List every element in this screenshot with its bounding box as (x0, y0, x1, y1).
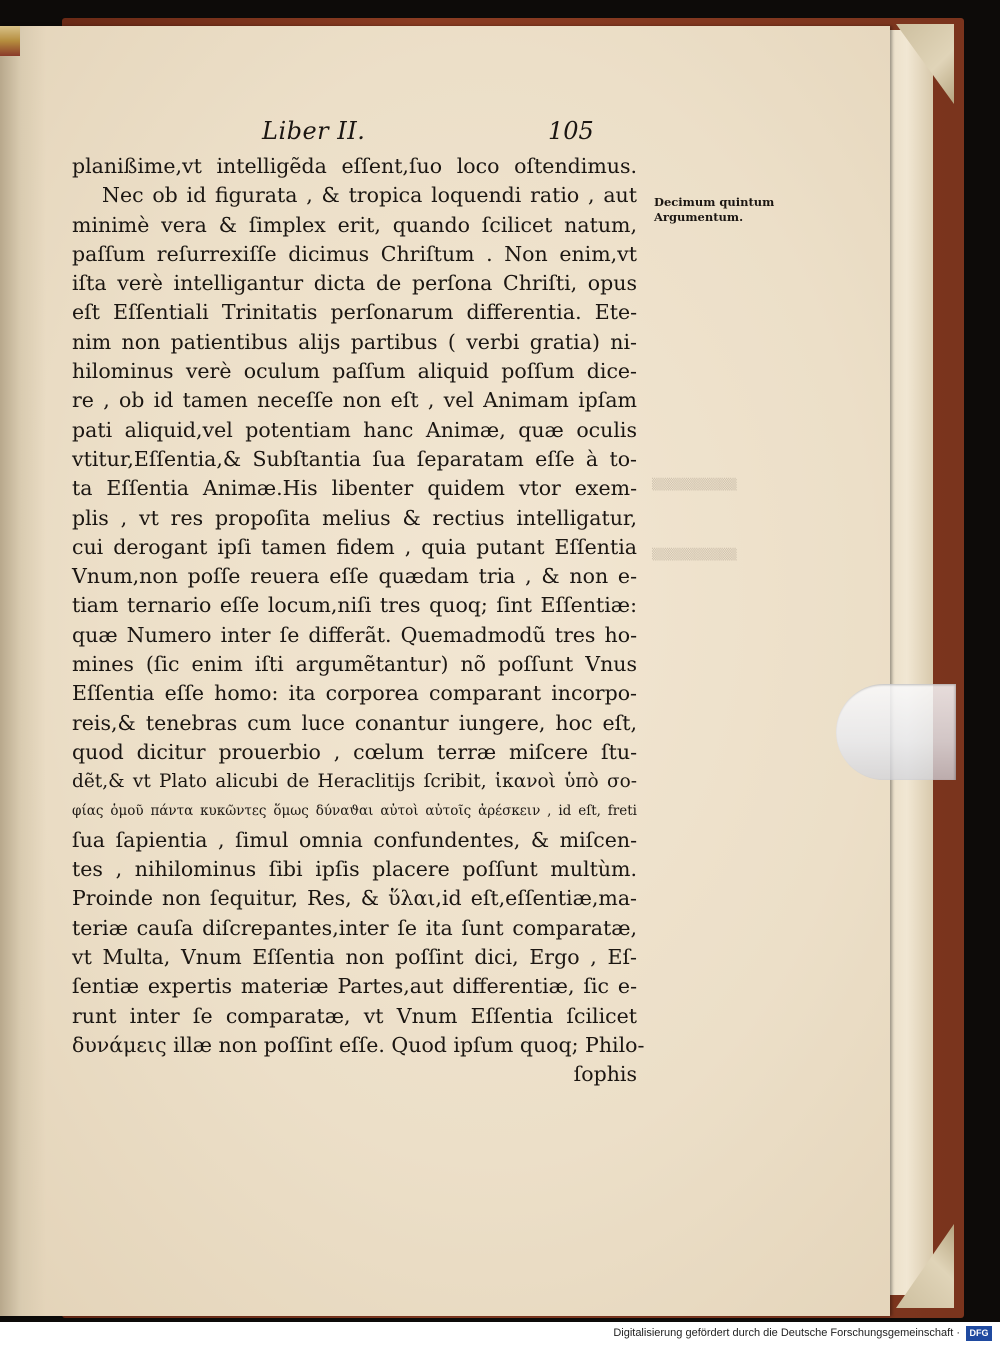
text-line: tes , nihilominus ſibi ipſis placere poſſunt multùm. (72, 857, 637, 882)
text-line: Nec ob id figurata , & tropica loquendi ratio , aut (102, 183, 637, 208)
text-line: Proinde non ſequitur, Res, & ὕλαι,id eſt,eſſentiæ,ma- (72, 886, 637, 911)
text-line: mines (ſic enim iſti argumẽtantur) nõ poſſunt Vnus (72, 652, 637, 677)
text-line: plis , vt res propoſita melius & rectius intelligatur, (72, 505, 637, 530)
text-line: hilominus verè oculum paſſum aliquid poſſum dice- (72, 359, 637, 384)
text-line: pati aliquid,vel potentiam hanc Animæ, quæ oculis (72, 417, 637, 442)
body-text (72, 152, 645, 1090)
text-line: re , ob id tamen neceſſe non eſt , vel Animam ipſam (72, 388, 637, 413)
text-line: vt Multa, Vnum Eſſentia non poſſint dici, Ergo , Eſ- (72, 945, 637, 970)
show-through-mark: ▒▒▒▒▒▒▒▒▒▒ (652, 478, 737, 491)
text-line: Eſſentia eſſe homo: ita corporea comparant incorpo- (72, 681, 637, 706)
page-gutter-shadow (0, 26, 46, 1316)
text-line: ta Eſſentia Animæ.His libenter quidem vtor exem- (72, 476, 637, 501)
running-head: Liber II. (262, 117, 366, 145)
text-line: minimè vera & ſimplex erit, quando ſcilicet natum, (72, 212, 637, 237)
text-line: nim non patientibus alijs partibus ( verbi gratia) ni- (72, 329, 637, 354)
text-line: iſta verè intelligantur dicta de perſona Chriſti, opus (72, 271, 637, 296)
text-line: teriæ cauſa diſcrepantes,inter ſe ita ſunt comparatæ, (72, 915, 637, 940)
show-through-mark: ▒▒▒▒▒▒▒▒▒▒ (652, 548, 737, 561)
headband (0, 26, 20, 56)
page-number: 105 (548, 117, 594, 145)
text-line: Vnum,non poſſe reuera eſſe quædam tria , & non e- (72, 564, 637, 589)
footer-bar (0, 1322, 1000, 1347)
text-line: reis,& tenebras cum luce conantur iungere, hoc eſt, (72, 710, 637, 735)
text-line: quæ Numero inter ſe differãt. Quemadmodũ tres ho- (72, 622, 637, 647)
clear-bookmark-tab (836, 684, 956, 780)
text-line: cui derogant ipſi tamen fidem , quia putant Eſſentia (72, 534, 637, 559)
text-line: φίας ὁμοῦ πάντα κυκῶντες ὅμως δύναϑαι αὐτοὶ αὐτοῖς ἀρέσκειν , id eſt, freti (72, 802, 637, 819)
text-line: quod dicitur prouerbio , cœlum terræ miſcere ſtu- (72, 739, 637, 764)
catchword: ſophis (573, 1062, 637, 1087)
funding-notice: Digitalisierung gefördert durch die Deutsche Forschungsgemeinschaft · (613, 1327, 960, 1339)
text-line: runt inter ſe comparatæ, vt Vnum Eſſentia ſcilicet (72, 1003, 637, 1028)
marginal-note-line: Decimum quintum (654, 195, 775, 209)
text-line: planißime,vt intelligẽda eſſent,ſuo loco oſtendimus. (72, 154, 637, 178)
text-line: dẽt,& vt Plato alicubi de Heraclitijs ſcribit, ἱκανοὶ ὑπὸ σο- (72, 771, 637, 793)
marginal-note (654, 195, 774, 225)
marginal-note-line: Argumentum. (654, 210, 744, 224)
text-line: ſua ſapientia , ſimul omnia confundentes, & miſcen- (72, 827, 637, 852)
text-line: vtitur,Eſſentia,& Subſtantia ſua ſeparatam eſſe à to- (72, 446, 637, 471)
text-line: paſſum reſurrexiſſe dicimus Chriſtum . Non enim,vt (72, 241, 637, 266)
text-line: tiam ternario eſſe locum,niſi tres quoq; ſint Eſſentiæ: (72, 593, 637, 618)
text-line: δυνάμεις illæ non poſſint eſſe. Quod ipſum quoq; Philo- (72, 1032, 645, 1057)
dfg-logo-icon: DFG (966, 1326, 992, 1341)
text-line: ſentiæ expertis materiæ Partes,aut differentiæ, ſic e- (72, 974, 637, 999)
text-line: eſt Eſſentiali Trinitatis perſonarum differentia. Ete- (72, 300, 637, 325)
